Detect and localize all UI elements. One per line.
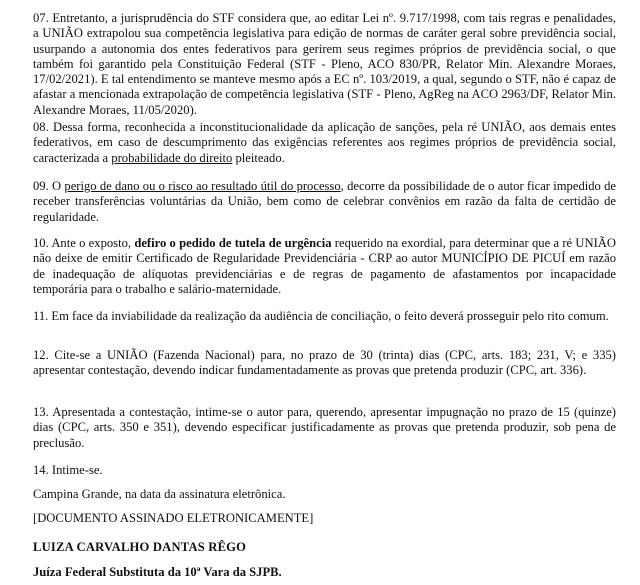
place-date: Campina Grande, na data da assinatura eletrônica.	[33, 487, 286, 501]
signed-note: [DOCUMENTO ASSINADO ELETRONICAMENTE]	[33, 511, 314, 525]
paragraph-07: 07. Entretanto, a jurisprudência do STF considera que, ao editar Lei nº. 9.717/1998, com tais regras e penalidades, a UNIÃO extrapolou sua competência legislativa para edição de normas de caráter geral sobre previdência social, usurpando a autonomia dos entes federativos para gerirem seus regimes próprios de previdência social, o que também foi garantido pela Constituição Federal (STF - Pleno, ACO 830/PR, Relator Min. Alexandre Moraes, 17/02/2021). E tal entendimento se manteve mesmo após a EC nº. 103/2019, a qual, segundo o STF, não é capaz de afastar a mencionada extrapolação de competência legislativa (STF - Pleno, AgReg na ACO 2963/DF, Relator Min. Alexandre Moraes, 11/05/2020).	[33, 11, 616, 117]
paragraph-10-bold: defiro o pedido de tutela de urgência	[134, 236, 332, 250]
paragraph-08-text: 08. Dessa forma, reconhecida a inconstitucionalidade da aplicação de sanções, pela ré UNIÃO, aos demais entes federativos, em caso de descumprimento das exigências referentes aos regimes próprios de previdência social, caracterizada a	[33, 120, 616, 165]
paragraph-09-underlined: perigo de dano ou o risco ao resultado útil do processo	[64, 179, 341, 193]
paragraph-09-tail: , decorre da possibilidade de o autor ficar impedido de receber transferências voluntárias da União, bem como de celebrar convênios em razão da falta de certidão de regularidade.	[33, 179, 616, 224]
paragraph-08-underlined: probabilidade do direito	[111, 150, 233, 165]
paragraph-08	[33, 120, 616, 166]
signer-name: LUIZA CARVALHO DANTAS RÊGO	[33, 540, 247, 554]
paragraph-14: 14. Intime-se.	[33, 463, 103, 477]
paragraph-10-tail: requerido na exordial, para determinar que a ré UNIÃO não deixe de emitir Certificado de Regularidade Previdenciária - CRP ao autor MUNICÍPIO DE PICUÍ em razão de inadequação de alíquotas previdenciárias e de regras de pagamento de afastamentos por incapacidade temporária para o trabalho e salário-maternidade.	[33, 236, 616, 296]
paragraph-09-text: 09. O	[33, 179, 65, 193]
paragraph-13: 13. Apresentada a contestação, intime-se o autor para, querendo, apresentar impugnação no prazo de 15 (quinze) dias (CPC, arts. 350 e 351), devendo especificar justificadamente as provas que pretenda produzir, sob pena de preclusão.	[33, 405, 616, 450]
paragraph-11: 11. Em face da inviabilidade da realização da audiência de conciliação, o feito deverá prosseguir pelo rito comum.	[33, 309, 609, 323]
paragraph-10	[33, 236, 616, 297]
paragraph-12: 12. Cite-se a UNIÃO (Fazenda Nacional) para, no prazo de 30 (trinta) dias (CPC, arts. 183; 231, V; e 335) apresentar contestação, devendo indicar fundamentadamente as provas que pretenda produzir (CPC, art. 336).	[33, 348, 616, 378]
paragraph-09	[33, 179, 616, 225]
paragraph-08-tail: pleiteado.	[232, 150, 285, 165]
signer-title: Juíza Federal Substituta da 10ª Vara da SJPB.	[33, 565, 282, 579]
paragraph-10-text: 10. Ante o exposto,	[33, 236, 135, 250]
